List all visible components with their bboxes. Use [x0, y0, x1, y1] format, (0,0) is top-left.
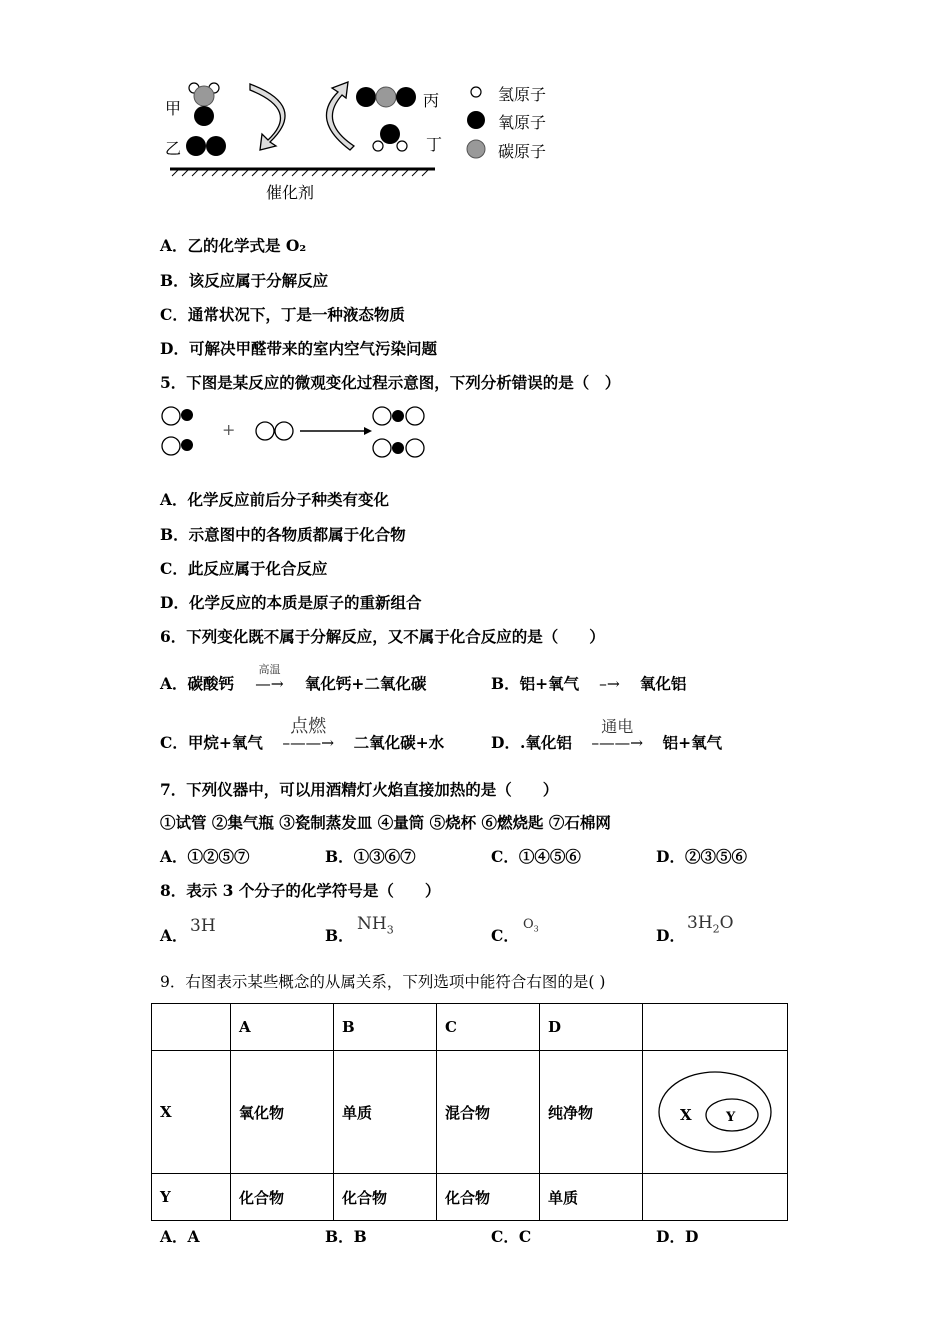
q8-option-a — [160, 924, 188, 946]
q8-b-sub: 3 — [386, 923, 394, 937]
venn-diagram — [645, 1062, 785, 1162]
q5-option-c: C．此反应属于化合反应 — [160, 559, 328, 578]
q6-a-label: A． — [160, 674, 188, 693]
q6-option-b — [491, 672, 686, 694]
figure-catalyst — [150, 70, 570, 210]
q6-stem: 6．下列变化既不属于分解反应，又不属于化合反应的是（ ） — [160, 627, 605, 646]
q8-c-formula — [523, 917, 539, 934]
q6-a-arrow: 高温 —→ — [255, 663, 284, 693]
q7-option-c: C．①④⑤⑥ — [491, 847, 581, 866]
q7-option-b: B．①③⑥⑦ — [325, 847, 416, 866]
q9-header-d: D — [540, 1004, 643, 1051]
q9-option-b: B．B — [325, 1227, 367, 1246]
legend-oxygen: 氧原子 — [498, 113, 547, 132]
q6-c-arrow: 点燃 –——→ — [268, 734, 348, 752]
q9-y-c: 化合物 — [437, 1174, 540, 1221]
q8-option-b — [325, 924, 354, 946]
q6-c-right: 二氧化碳+水 — [353, 733, 445, 752]
label-ding: 丁 — [426, 135, 443, 154]
q6-b-right: 氧化铝 — [639, 674, 687, 693]
q5-molecule-diagram — [158, 402, 438, 466]
label-catalyst: 催化剂 — [266, 183, 315, 202]
q9-header-venn — [643, 1004, 788, 1051]
q6-c-label: C． — [160, 733, 188, 752]
q5-option-d: D．化学反应的本质是原子的重新组合 — [160, 593, 422, 612]
q9-table — [151, 1003, 788, 1221]
q9-y-b: 化合物 — [334, 1174, 437, 1221]
q9-header-b: B — [334, 1004, 437, 1051]
q9-header-c: C — [437, 1004, 540, 1051]
q8-c-sub: 3 — [533, 924, 539, 934]
q6-a-condition: 高温 — [258, 663, 281, 676]
q5-option-a: A．化学反应前后分子种类有变化 — [160, 490, 390, 509]
q8-d-label: D． — [656, 926, 685, 945]
q8-option-c — [491, 924, 519, 946]
q6-option-c — [160, 716, 445, 753]
q8-a-formula — [190, 916, 216, 936]
q9-y-d: 单质 — [540, 1174, 643, 1221]
table-row — [152, 1051, 788, 1174]
q8-b-main: NH — [357, 914, 387, 934]
legend-hydrogen: 氢原子 — [498, 85, 547, 104]
q9-option-d: D．D — [656, 1227, 699, 1246]
q8-c-label: C． — [491, 926, 519, 945]
legend-carbon: 碳原子 — [498, 142, 547, 161]
q6-c-left: 甲烷+氧气 — [187, 733, 263, 752]
q7-option-a: A．①②⑤⑦ — [160, 847, 250, 866]
q6-a-left: 碳酸钙 — [187, 674, 235, 693]
q8-a-label: A． — [160, 926, 188, 945]
q7-items: ①试管 ②集气瓶 ③瓷制蒸发皿 ④量筒 ⑤烧杯 ⑥燃烧匙 ⑦石棉网 — [160, 813, 611, 832]
q9-option-a: A．A — [160, 1227, 200, 1246]
q6-d-left: .氧化铝 — [519, 733, 572, 752]
q5-diagram — [158, 402, 438, 466]
table-row — [152, 1004, 788, 1051]
q9-stem: 9．右图表示某些概念的从属关系，下列选项中能符合右图的是( ) — [160, 973, 606, 991]
q8-d-formula — [687, 913, 734, 935]
q5-plus: + — [222, 420, 236, 439]
q4-option-b: B．该反应属于分解反应 — [160, 271, 329, 290]
q9-x-b: 单质 — [334, 1051, 437, 1174]
q9-x-a: 氧化物 — [231, 1051, 334, 1174]
q6-c-condition: 点燃 — [290, 716, 327, 737]
q9-row-y-label: Y — [152, 1174, 231, 1221]
q9-row-x-label: X — [152, 1051, 231, 1174]
q9-x-c: 混合物 — [437, 1051, 540, 1174]
q4-option-c: C．通常状况下，丁是一种液态物质 — [160, 305, 405, 324]
q9-y-a: 化合物 — [231, 1174, 334, 1221]
table-row — [152, 1174, 788, 1221]
q7-option-d: D．②③⑤⑥ — [656, 847, 747, 866]
q6-a-right: 氧化钙+二氧化碳 — [304, 674, 427, 693]
q5-option-b: B．示意图中的各物质都属于化合物 — [160, 525, 406, 544]
venn-label-y: Y — [726, 1110, 736, 1125]
q6-d-condition: 通电 — [601, 717, 634, 736]
q8-c-main: O — [523, 917, 534, 932]
q8-a-main: 3H — [190, 916, 216, 936]
q8-d-sub: 2 — [712, 922, 720, 936]
venn-label-x: X — [680, 1106, 692, 1124]
label-jia: 甲 — [165, 99, 182, 118]
q5-stem: 5．下图是某反应的微观变化过程示意图，下列分析错误的是（ ） — [160, 373, 621, 392]
q8-b-label: B． — [325, 926, 354, 945]
q6-b-arrow: –→ — [599, 675, 620, 693]
q6-d-label: D． — [491, 733, 520, 752]
q8-d-tail: O — [719, 913, 734, 933]
q8-option-d — [656, 924, 685, 946]
q9-header-empty — [152, 1004, 231, 1051]
q6-option-d — [491, 717, 723, 753]
q9-option-c: C．C — [491, 1227, 532, 1246]
q4-option-d: D．可解决甲醛带来的室内空气污染问题 — [160, 339, 437, 358]
q6-d-right: 铝+氧气 — [662, 733, 723, 752]
q8-d-main: 3H — [687, 913, 713, 933]
q9-y-empty — [643, 1174, 788, 1221]
q7-stem: 7．下列仪器中，可以用酒精灯火焰直接加热的是（ ） — [160, 780, 559, 799]
q9-x-d: 纯净物 — [540, 1051, 643, 1174]
label-bing: 丙 — [423, 91, 440, 110]
q6-option-a — [160, 663, 427, 694]
q9-venn-cell — [643, 1051, 788, 1174]
q8-stem: 8．表示 3 个分子的化学符号是（ ） — [160, 881, 441, 900]
q6-b-left: 铝+氧气 — [519, 674, 580, 693]
q9-header-a: A — [231, 1004, 334, 1051]
q8-b-formula — [357, 914, 394, 936]
label-yi: 乙 — [165, 139, 182, 158]
q4-option-a: A．乙的化学式是 O₂ — [160, 236, 307, 255]
q6-d-arrow: 通电 –——→ — [577, 734, 657, 752]
q6-b-label: B． — [491, 674, 520, 693]
